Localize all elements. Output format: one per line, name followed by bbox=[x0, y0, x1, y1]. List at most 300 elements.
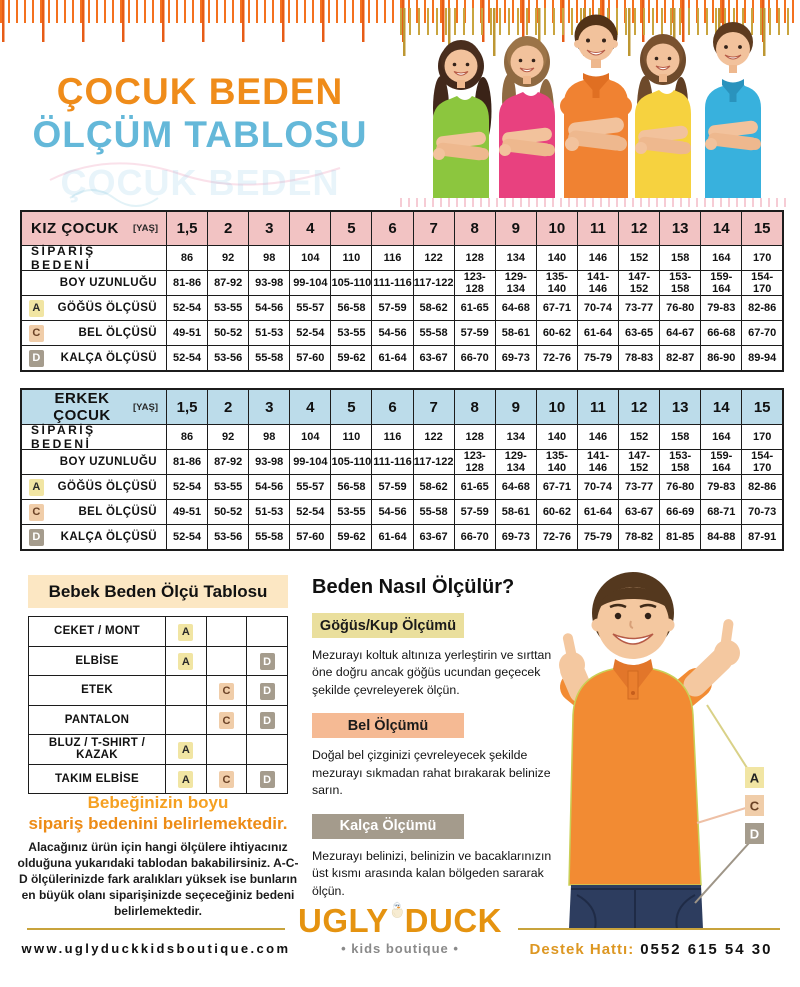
measure-heading-hip: Kalça Ölçümü bbox=[312, 814, 464, 839]
table-row bbox=[21, 500, 783, 525]
value-cell: 104 bbox=[290, 425, 331, 450]
table-row bbox=[21, 525, 783, 551]
value-cell: 53-55 bbox=[208, 475, 249, 500]
value-cell: 57-59 bbox=[372, 296, 413, 321]
value-cell: 153-158 bbox=[660, 450, 701, 475]
value-cell: 69-73 bbox=[495, 525, 536, 551]
svg-text:A: A bbox=[749, 770, 760, 786]
age-header-cell: 1,5 bbox=[167, 389, 208, 425]
value-cell: 86 bbox=[167, 425, 208, 450]
row-label: BEL ÖLÇÜSÜ bbox=[78, 506, 157, 518]
value-cell: 105-110 bbox=[331, 271, 372, 296]
value-cell: 63-67 bbox=[413, 525, 454, 551]
garment-label-cell: CEKET / MONT bbox=[29, 617, 166, 647]
age-header-cell: 7 bbox=[413, 389, 454, 425]
value-cell: 52-54 bbox=[167, 346, 208, 372]
measure-title: Beden Nasıl Ölçülür? bbox=[312, 576, 515, 598]
age-header-cell: 15 bbox=[742, 389, 783, 425]
age-header-cell: 10 bbox=[536, 389, 577, 425]
age-header-cell: 12 bbox=[619, 389, 660, 425]
value-cell: 61-65 bbox=[454, 475, 495, 500]
table-header-row bbox=[21, 389, 783, 425]
age-header-cell: 3 bbox=[249, 211, 290, 246]
row-label-wrap bbox=[22, 321, 166, 345]
badge-cell bbox=[247, 705, 288, 735]
value-cell: 159-164 bbox=[701, 450, 742, 475]
value-cell: 70-74 bbox=[577, 475, 618, 500]
value-cell: 54-56 bbox=[372, 321, 413, 346]
value-cell: 49-51 bbox=[167, 321, 208, 346]
row-label: BOY UZUNLUĞU bbox=[59, 456, 157, 468]
page-title-line1: ÇOCUK BEDEN bbox=[56, 71, 344, 112]
value-cell: 55-58 bbox=[249, 525, 290, 551]
row-label-cell bbox=[21, 246, 167, 271]
badge-cell bbox=[166, 735, 207, 765]
age-header-cell: 13 bbox=[660, 389, 701, 425]
website-url[interactable]: www.uglyduckkidsboutique.com bbox=[21, 941, 291, 956]
how-to-measure-section bbox=[312, 576, 568, 900]
age-header-cell: 15 bbox=[742, 211, 783, 246]
value-cell: 87-92 bbox=[208, 450, 249, 475]
kid-green-girl bbox=[433, 40, 492, 198]
row-label-wrap bbox=[22, 246, 166, 270]
value-cell: 152 bbox=[619, 425, 660, 450]
value-cell: 54-56 bbox=[249, 296, 290, 321]
badge-cell bbox=[206, 646, 247, 676]
value-cell: 92 bbox=[208, 425, 249, 450]
baby-size-table bbox=[28, 616, 288, 794]
value-cell: 67-71 bbox=[536, 296, 577, 321]
measure-badge-a: A bbox=[29, 479, 44, 496]
value-cell: 147-152 bbox=[619, 450, 660, 475]
value-cell: 60-62 bbox=[536, 321, 577, 346]
badge-cell bbox=[206, 676, 247, 706]
value-cell: 54-56 bbox=[372, 500, 413, 525]
value-cell: 81-86 bbox=[167, 450, 208, 475]
value-cell: 66-68 bbox=[701, 321, 742, 346]
value-cell: 53-55 bbox=[331, 500, 372, 525]
measure-badge-c: C bbox=[219, 683, 234, 700]
age-header-cell: 11 bbox=[577, 389, 618, 425]
table-row bbox=[21, 246, 783, 271]
value-cell: 63-67 bbox=[413, 346, 454, 372]
age-header-cell: 5 bbox=[331, 389, 372, 425]
value-cell: 58-62 bbox=[413, 475, 454, 500]
value-cell: 117-122 bbox=[413, 450, 454, 475]
table-row bbox=[29, 617, 288, 647]
measure-badge-c: C bbox=[219, 712, 234, 729]
measure-badge-c: C bbox=[29, 504, 44, 521]
value-cell: 164 bbox=[701, 425, 742, 450]
age-header-cell: 2 bbox=[208, 211, 249, 246]
garment-label-cell: ETEK bbox=[29, 676, 166, 706]
value-cell: 58-62 bbox=[413, 296, 454, 321]
value-cell: 78-83 bbox=[619, 346, 660, 372]
value-cell: 51-53 bbox=[249, 321, 290, 346]
age-header-cell: 4 bbox=[290, 211, 331, 246]
row-label-cell bbox=[21, 346, 167, 372]
value-cell: 147-152 bbox=[619, 271, 660, 296]
measure-badge-a: A bbox=[178, 742, 193, 759]
value-cell: 73-77 bbox=[619, 296, 660, 321]
value-cell: 57-59 bbox=[454, 500, 495, 525]
value-cell: 61-64 bbox=[372, 346, 413, 372]
value-cell: 76-80 bbox=[660, 296, 701, 321]
value-cell: 69-73 bbox=[495, 346, 536, 372]
age-header-cell: 9 bbox=[495, 211, 536, 246]
value-cell: 66-70 bbox=[454, 346, 495, 372]
measure-badge-d: D bbox=[260, 712, 275, 729]
value-cell: 61-64 bbox=[372, 525, 413, 551]
age-header-cell: 12 bbox=[619, 211, 660, 246]
support-label: Destek Hattı: bbox=[529, 941, 635, 958]
value-cell: 98 bbox=[249, 246, 290, 271]
measure-badge-c: C bbox=[29, 325, 44, 342]
age-header-cell: 4 bbox=[290, 389, 331, 425]
table-row bbox=[29, 735, 288, 765]
value-cell: 76-80 bbox=[660, 475, 701, 500]
size-table-boys bbox=[20, 388, 784, 551]
badge-cell bbox=[206, 764, 247, 794]
measure-badge-d: D bbox=[260, 653, 275, 670]
value-cell: 63-65 bbox=[619, 321, 660, 346]
table-name-wrap bbox=[22, 220, 166, 237]
value-cell: 57-60 bbox=[290, 525, 331, 551]
value-cell: 158 bbox=[660, 425, 701, 450]
value-cell: 128 bbox=[454, 425, 495, 450]
measure-text-waist: Doğal bel çizginizi çevreleyecek şekilde mezurayı sıkmadan rahat bırakarak belinize sarın. bbox=[312, 748, 551, 798]
value-cell: 79-83 bbox=[701, 296, 742, 321]
value-cell: 70-74 bbox=[577, 296, 618, 321]
baby-note-line1: Bebeğinizin boyu bbox=[87, 793, 229, 812]
age-header-cell: 6 bbox=[372, 389, 413, 425]
row-label: KALÇA ÖLÇÜSÜ bbox=[60, 352, 157, 364]
row-label-wrap bbox=[22, 346, 166, 370]
value-cell: 135-140 bbox=[536, 450, 577, 475]
kid-blue-boy bbox=[705, 22, 761, 198]
value-cell: 64-68 bbox=[495, 296, 536, 321]
table-row bbox=[21, 296, 783, 321]
measuring-boy-illustration bbox=[545, 555, 780, 929]
table-row bbox=[21, 271, 783, 296]
marker-badge-c bbox=[745, 795, 764, 816]
value-cell: 93-98 bbox=[249, 450, 290, 475]
value-cell: 64-68 bbox=[495, 475, 536, 500]
value-cell: 129-134 bbox=[495, 450, 536, 475]
kids-photo bbox=[400, 8, 792, 198]
row-label-wrap bbox=[22, 271, 166, 295]
row-label-wrap bbox=[22, 525, 166, 549]
value-cell: 99-104 bbox=[290, 450, 331, 475]
measure-badge-d: D bbox=[260, 683, 275, 700]
measure-text-hip: Mezurayı belinizi, belinizin ve bacaklarınızın üst kısmı arasında kalan bölgeden sararak ölçün. bbox=[312, 848, 552, 898]
measure-badge-d: D bbox=[29, 350, 44, 367]
value-cell: 170 bbox=[742, 246, 783, 271]
table-row bbox=[29, 676, 288, 706]
measure-badge-a: A bbox=[29, 300, 44, 317]
value-cell: 111-116 bbox=[372, 450, 413, 475]
value-cell: 123-128 bbox=[454, 271, 495, 296]
badge-cell bbox=[247, 676, 288, 706]
value-cell: 140 bbox=[536, 425, 577, 450]
row-label-cell bbox=[21, 500, 167, 525]
kid-pink-girl bbox=[499, 36, 555, 198]
age-header-cell: 8 bbox=[454, 211, 495, 246]
table-name-cell bbox=[21, 211, 167, 246]
value-cell: 170 bbox=[742, 425, 783, 450]
age-header-cell: 10 bbox=[536, 211, 577, 246]
value-cell: 53-56 bbox=[208, 525, 249, 551]
support-line bbox=[522, 941, 780, 958]
value-cell: 105-110 bbox=[331, 450, 372, 475]
row-label-wrap bbox=[22, 296, 166, 320]
measure-badge-a: A bbox=[178, 771, 193, 788]
row-label: BEL ÖLÇÜSÜ bbox=[78, 327, 157, 339]
age-header-cell: 1,5 bbox=[167, 211, 208, 246]
page-title-line2: ÖLÇÜM TABLOSU bbox=[32, 113, 368, 155]
logo-word-duck: DUCK bbox=[404, 901, 502, 939]
table-name-cell bbox=[21, 389, 167, 425]
value-cell: 116 bbox=[372, 246, 413, 271]
value-cell: 79-83 bbox=[701, 475, 742, 500]
value-cell: 75-79 bbox=[577, 525, 618, 551]
badge-cell bbox=[247, 735, 288, 765]
measure-heading-waist: Bel Ölçümü bbox=[312, 713, 464, 738]
row-label: GÖĞÜS ÖLÇÜSÜ bbox=[57, 302, 157, 314]
value-cell: 158 bbox=[660, 246, 701, 271]
value-cell: 55-58 bbox=[249, 346, 290, 372]
value-cell: 53-55 bbox=[331, 321, 372, 346]
ages-unit-label: [YAŞ] bbox=[133, 223, 158, 234]
value-cell: 122 bbox=[413, 246, 454, 271]
svg-text:D: D bbox=[749, 826, 760, 842]
badge-cell bbox=[166, 764, 207, 794]
value-cell: 67-70 bbox=[742, 321, 783, 346]
value-cell: 56-58 bbox=[331, 475, 372, 500]
value-cell: 129-134 bbox=[495, 271, 536, 296]
table-name-label: KIZ ÇOCUK bbox=[31, 220, 119, 237]
value-cell: 99-104 bbox=[290, 271, 331, 296]
measure-badge-a: A bbox=[178, 624, 193, 641]
row-label-wrap bbox=[22, 450, 166, 474]
age-header-cell: 2 bbox=[208, 389, 249, 425]
value-cell: 110 bbox=[331, 246, 372, 271]
page-title bbox=[28, 72, 372, 155]
value-cell: 58-61 bbox=[495, 500, 536, 525]
value-cell: 61-65 bbox=[454, 296, 495, 321]
badge-cell bbox=[166, 646, 207, 676]
badge-cell bbox=[247, 617, 288, 647]
value-cell: 116 bbox=[372, 425, 413, 450]
value-cell: 68-71 bbox=[701, 500, 742, 525]
value-cell: 152 bbox=[619, 246, 660, 271]
value-cell: 87-92 bbox=[208, 271, 249, 296]
value-cell: 134 bbox=[495, 425, 536, 450]
table-row bbox=[21, 321, 783, 346]
value-cell: 52-54 bbox=[290, 500, 331, 525]
table-row bbox=[21, 450, 783, 475]
baby-table-title: Bebek Beden Ölçü Tablosu bbox=[28, 575, 288, 608]
value-cell: 57-59 bbox=[372, 475, 413, 500]
value-cell: 123-128 bbox=[454, 450, 495, 475]
value-cell: 82-86 bbox=[742, 296, 783, 321]
value-cell: 52-54 bbox=[167, 475, 208, 500]
age-header-cell: 13 bbox=[660, 211, 701, 246]
row-label-cell bbox=[21, 475, 167, 500]
value-cell: 67-71 bbox=[536, 475, 577, 500]
value-cell: 122 bbox=[413, 425, 454, 450]
row-label: SİPARİŞ BEDENİ bbox=[31, 244, 96, 272]
value-cell: 141-146 bbox=[577, 450, 618, 475]
value-cell: 57-59 bbox=[454, 321, 495, 346]
row-label-cell bbox=[21, 525, 167, 551]
value-cell: 117-122 bbox=[413, 271, 454, 296]
value-cell: 52-54 bbox=[167, 296, 208, 321]
brand-logo bbox=[298, 880, 502, 956]
badge-cell bbox=[206, 705, 247, 735]
row-label-wrap bbox=[22, 500, 166, 524]
value-cell: 57-60 bbox=[290, 346, 331, 372]
pink-ruler-ticks bbox=[400, 198, 792, 207]
row-label-cell bbox=[21, 425, 167, 450]
value-cell: 50-52 bbox=[208, 321, 249, 346]
marker-badge-a bbox=[745, 767, 764, 788]
age-header-cell: 8 bbox=[454, 389, 495, 425]
value-cell: 146 bbox=[577, 246, 618, 271]
age-header-cell: 11 bbox=[577, 211, 618, 246]
value-cell: 49-51 bbox=[167, 500, 208, 525]
value-cell: 59-62 bbox=[331, 346, 372, 372]
value-cell: 146 bbox=[577, 425, 618, 450]
value-cell: 89-94 bbox=[742, 346, 783, 372]
table-name-wrap bbox=[22, 390, 166, 424]
value-cell: 110 bbox=[331, 425, 372, 450]
badge-cell bbox=[206, 735, 247, 765]
logo-word-ugly: UGLY bbox=[298, 901, 389, 939]
footer-divider-right bbox=[518, 928, 780, 930]
value-cell: 154-170 bbox=[742, 450, 783, 475]
age-header-cell: 7 bbox=[413, 211, 454, 246]
row-label-cell bbox=[21, 321, 167, 346]
value-cell: 64-67 bbox=[660, 321, 701, 346]
value-cell: 72-76 bbox=[536, 525, 577, 551]
marker-badge-d bbox=[745, 823, 764, 844]
row-label-cell bbox=[21, 450, 167, 475]
table-row bbox=[29, 764, 288, 794]
garment-label-cell: BLUZ / T-SHIRT / KAZAK bbox=[29, 735, 166, 765]
value-cell: 55-58 bbox=[413, 321, 454, 346]
value-cell: 93-98 bbox=[249, 271, 290, 296]
size-table-girls bbox=[20, 210, 784, 372]
kid-yellow-girl bbox=[635, 34, 691, 198]
garment-label-cell: TAKIM ELBİSE bbox=[29, 764, 166, 794]
table-name-label: ERKEK ÇOCUK bbox=[53, 390, 111, 424]
value-cell: 164 bbox=[701, 246, 742, 271]
measure-badge-a: A bbox=[178, 653, 193, 670]
measure-badge-d: D bbox=[260, 771, 275, 788]
value-cell: 53-55 bbox=[208, 296, 249, 321]
baby-note-line2: sipariş bedenini belirlemektedir. bbox=[28, 814, 288, 834]
row-label: BOY UZUNLUĞU bbox=[59, 277, 157, 289]
baby-note-body: Alacağınız ürün için hangi ölçülere ihtiyacınız olduğuna yukarıdaki tablodan bakabilirsiniz. A-C-D ölçülerinizde fark aralıkları yüksek ise bunların en büyük olanı siparişinizde seçeceğiniz bedeni belirlemektedir. bbox=[17, 840, 299, 918]
age-header-cell: 5 bbox=[331, 211, 372, 246]
value-cell: 70-73 bbox=[742, 500, 783, 525]
value-cell: 140 bbox=[536, 246, 577, 271]
value-cell: 104 bbox=[290, 246, 331, 271]
measure-heading-chest: Göğüs/Kup Ölçümü bbox=[312, 613, 464, 638]
value-cell: 51-53 bbox=[249, 500, 290, 525]
measure-badge-c: C bbox=[219, 771, 234, 788]
value-cell: 52-54 bbox=[290, 321, 331, 346]
age-header-cell: 3 bbox=[249, 389, 290, 425]
row-label-wrap bbox=[22, 425, 166, 449]
value-cell: 75-79 bbox=[577, 346, 618, 372]
value-cell: 61-64 bbox=[577, 500, 618, 525]
value-cell: 134 bbox=[495, 246, 536, 271]
value-cell: 60-62 bbox=[536, 500, 577, 525]
row-label-wrap bbox=[22, 475, 166, 499]
svg-text:C: C bbox=[749, 798, 760, 814]
value-cell: 154-170 bbox=[742, 271, 783, 296]
badge-cell bbox=[166, 705, 207, 735]
badge-cell bbox=[247, 764, 288, 794]
measure-badge-d: D bbox=[29, 529, 44, 546]
value-cell: 72-76 bbox=[536, 346, 577, 372]
kids-illustration bbox=[400, 8, 792, 198]
value-cell: 86-90 bbox=[701, 346, 742, 372]
table-row bbox=[29, 705, 288, 735]
ages-unit-label: [YAŞ] bbox=[133, 401, 158, 413]
value-cell: 81-86 bbox=[167, 271, 208, 296]
value-cell: 66-70 bbox=[454, 525, 495, 551]
value-cell: 56-58 bbox=[331, 296, 372, 321]
value-cell: 82-86 bbox=[742, 475, 783, 500]
table-header-row bbox=[21, 211, 783, 246]
value-cell: 58-61 bbox=[495, 321, 536, 346]
value-cell: 54-56 bbox=[249, 475, 290, 500]
value-cell: 53-56 bbox=[208, 346, 249, 372]
value-cell: 55-57 bbox=[290, 296, 331, 321]
value-cell: 135-140 bbox=[536, 271, 577, 296]
badge-cell bbox=[247, 646, 288, 676]
row-label: GÖĞÜS ÖLÇÜSÜ bbox=[57, 481, 157, 493]
row-label: SİPARİŞ BEDENİ bbox=[31, 423, 96, 451]
ghost-title-watermark: ÇOCUK BEDEN bbox=[60, 162, 340, 203]
value-cell: 78-82 bbox=[619, 525, 660, 551]
row-label-cell bbox=[21, 271, 167, 296]
value-cell: 111-116 bbox=[372, 271, 413, 296]
value-cell: 92 bbox=[208, 246, 249, 271]
value-cell: 128 bbox=[454, 246, 495, 271]
value-cell: 98 bbox=[249, 425, 290, 450]
age-header-cell: 9 bbox=[495, 389, 536, 425]
table-row bbox=[29, 646, 288, 676]
table-row bbox=[21, 475, 783, 500]
value-cell: 55-58 bbox=[413, 500, 454, 525]
value-cell: 159-164 bbox=[701, 271, 742, 296]
kid-orange-boy bbox=[560, 15, 632, 199]
value-cell: 66-69 bbox=[660, 500, 701, 525]
value-cell: 87-91 bbox=[742, 525, 783, 551]
footer-divider-left bbox=[27, 928, 285, 930]
table-row bbox=[21, 346, 783, 372]
value-cell: 55-57 bbox=[290, 475, 331, 500]
value-cell: 84-88 bbox=[701, 525, 742, 551]
badge-cell bbox=[206, 617, 247, 647]
table-row bbox=[21, 425, 783, 450]
value-cell: 59-62 bbox=[331, 525, 372, 551]
row-label-cell bbox=[21, 296, 167, 321]
